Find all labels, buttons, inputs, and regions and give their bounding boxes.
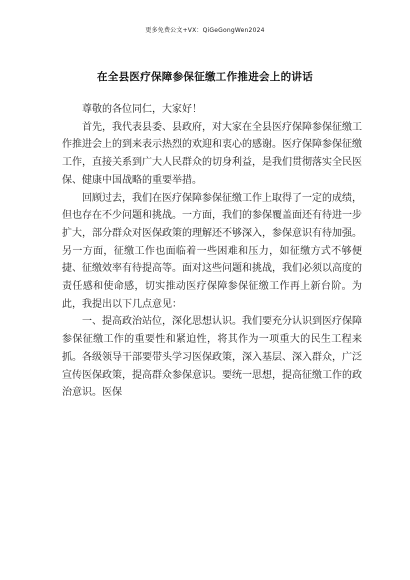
document-title: 在全县医疗保障参保征缴工作推进会上的讲话 <box>97 71 313 83</box>
paragraph-point-one: 一、提高政治站位，深化思想认识。我们要充分认识到医疗保障参保征缴工作的重要性和紧迫性，将其作为一项重大的民生工程来抓。各级领导干部要带头学习医保政策，深入基层、深入群众，广泛宣传医保政策，提高群众参保意识。要统一思想，提高征缴工作的政治意识。医保 <box>62 316 362 399</box>
paragraph-opening: 首先，我代表县委、县政府，对大家在全县医疗保障参保征缴工作推进会上的到来表示热烈的欢迎和衷心的感谢。医疗保障参保征缴工作，直接关系到广大人民群众的切身利益，是我们贯彻落实全民医保、健康中国战略的重要举措。 <box>62 121 362 186</box>
header-note: 更多免费公文+VX：QiGeGongWen2024 <box>145 27 265 34</box>
document-body <box>62 101 362 402</box>
paragraph-review: 回顾过去，我们在医疗保障参保征缴工作上取得了一定的成绩，但也存在不少问题和挑战。一方面，我们的参保覆盖面还有待进一步扩大，部分群众对医保政策的理解还不够深入，参保意识有待加强。另一方面，征缴工作也面临着一些困难和压力，如征缴方式不够便捷、征缴效率有待提高等。面对这些问题和挑战，我们必须以高度的责任感和使命感，切实推动医疗保障参保征缴工作再上新台阶。为此，我提出以下几点意见： <box>62 192 362 310</box>
paragraph-greeting: 尊敬的各位同仁，大家好！ <box>82 104 202 115</box>
